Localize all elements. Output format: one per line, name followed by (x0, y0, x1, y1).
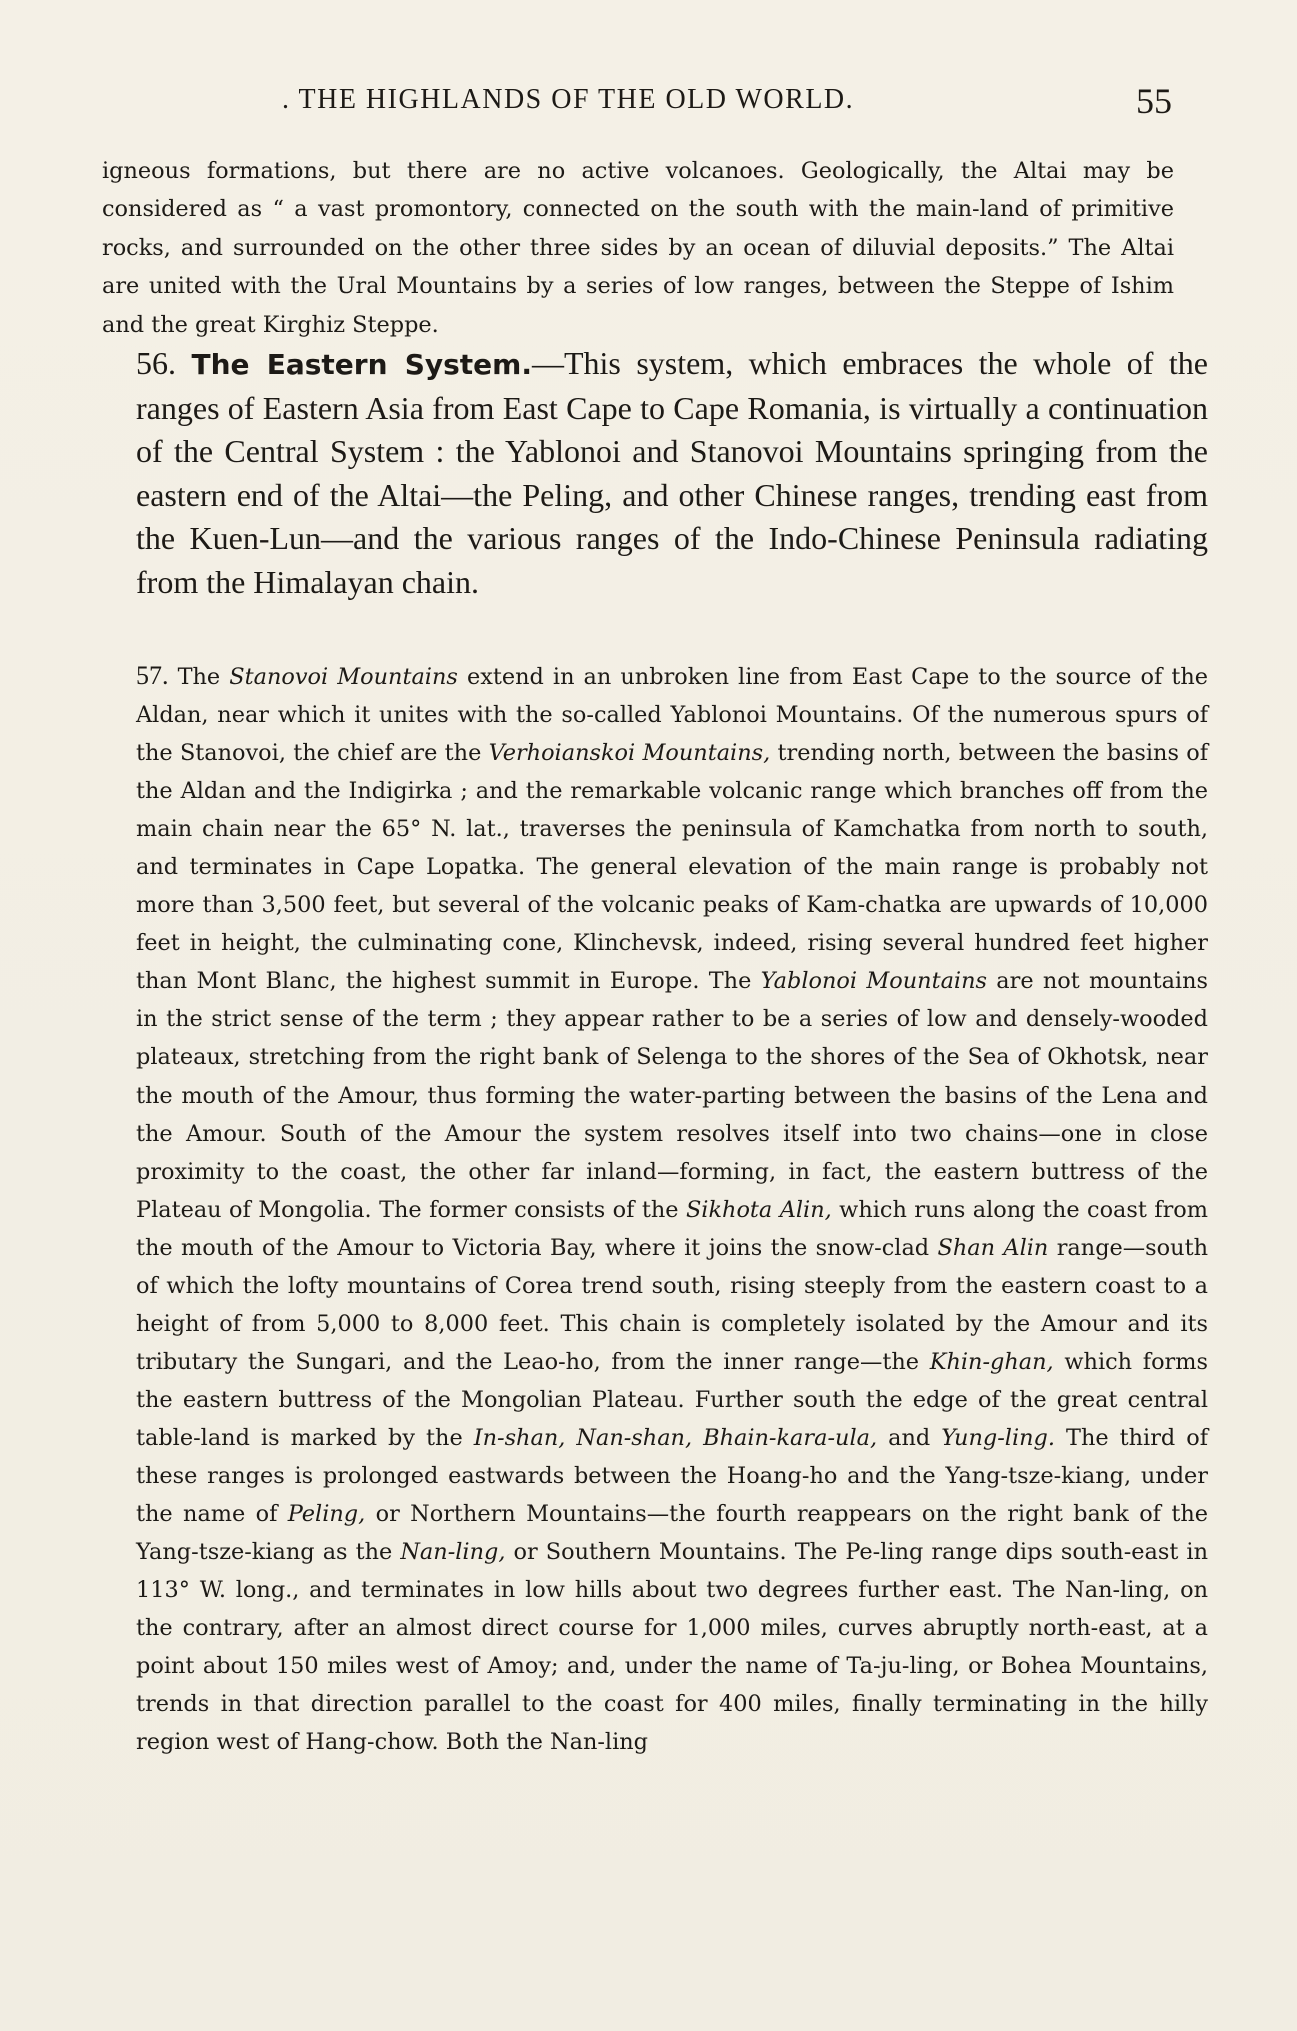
text-run: which runs along the coast from the mouth of the Amour to Victoria Bay, where it joins the snow-clad (136, 1196, 1209, 1261)
text-run: trending north, between the basins of the Aldan and the Indigirka ; and the remarkable volcanic range which branches off from the main chain near the 65° N. lat., traverses the peninsula of Kamchatka from north to south, and terminates in Cape Lopatka. The general elevation of the main range is probably not more than 3,500 feet, but several of the volcanic peaks of Kam-chatka are upwards of 10,000 feet in height, the culminating cone, Klinchevsk, indeed, rising several hundred feet higher than Mont Blanc, the highest summit in Europe. The (136, 740, 1208, 995)
running-title: . THE HIGHLANDS OF THE OLD WORLD. (282, 84, 855, 115)
term-in-shan-nan-shan-bhain-kara-ula: In-shan, Nan-shan, Bhain-kara-ula, (473, 1424, 878, 1451)
text-run: and (877, 1424, 942, 1451)
term-shan-alin: Shan Alin (937, 1234, 1049, 1261)
section-number-56: 56. (136, 345, 176, 381)
term-stanovoi-mountains: Stanovoi Mountains (229, 664, 458, 690)
text-run: The third of these ranges is prolonged eastwards between the Hoang-ho and the Yang-tsze-kiang, under the name of (136, 1424, 1209, 1528)
term-yablonoi-mountains: Yablonoi Mountains (760, 968, 987, 995)
term-peling: Peling, (287, 1501, 366, 1528)
text-run: extend in an unbroken line from East Cape to the source of the Aldan, near which it unites with the so-called Yablonoi Mountains. Of the numerous spurs of the Stanovoi, the chief are the (136, 664, 1208, 767)
page-header (102, 82, 1182, 132)
term-verhoianskoi-mountains: Verhoianskoi Mountains, (488, 740, 771, 767)
section-heading-eastern-system: The Eastern System. (191, 348, 532, 381)
section-number-57: 57. (136, 661, 169, 690)
term-yung-ling: Yung-ling. (941, 1424, 1055, 1451)
paragraph-56 (102, 342, 1208, 605)
section-56-text: —This system, which embraces the whole of the ranges of Eastern Asia from East Cape to Cape Romania, is virtually a continuation of the Central System : the Yablonoi and Stanovoi Mountains springing from the eastern end of the Altai—the Peling, and other Chinese ranges, trending east from the Kuen-Lun—and the various ranges of the Indo-Chinese Peninsula radiating from the Himalayan chain. (136, 345, 1209, 600)
paragraph-intro: igneous formations, but there are no active volcanoes. Geologically, the Altai may be considered as “ a vast promontory, connected on the south with the main-land of primitive rocks, and surrounded on the other three sides by an ocean of diluvial deposits.” The Altai are united with the Ural Mountains by a series of low ranges, between the Steppe of Ishim and the great Kirghiz Steppe. (102, 158, 1174, 338)
text-run: or Southern Mountains. The Pe-ling range dips south-east in 113° W. long., and terminates in low hills about two degrees further east. The Nan-ling, on the contrary, after an almost direct course for 1,000 miles, curves abruptly north-east, at a point about 150 miles west of Amoy; and, under the name of Ta-ju-ling, or Bohea Mountains, trends in that direction parallel to the coast for 400 miles, finally terminating in the hilly region west of Hang-chow. Both the Nan-ling (136, 1539, 1208, 1756)
text-run: are not mountains in the strict sense of the term ; they appear rather to be a series of low and densely-wooded plateaux, stretching from the right bank of Selenga to the shores of the Sea of Okhotsk, near the mouth of the Amour, thus forming the water-parting between the basins of the Lena and the Amour. South of the Amour the system resolves itself into two chains—one in close proximity to the coast, the other far inland—forming, in fact, the eastern buttress of the Plateau of Mongolia. The former consists of the (136, 968, 1208, 1223)
term-nan-ling: Nan-ling, (400, 1539, 506, 1566)
text-run: The (177, 664, 230, 690)
term-khin-ghan: Khin-ghan, (929, 1348, 1054, 1375)
text-run: which forms the eastern buttress of the Mongolian Plateau. Further south the edge of the great central table-land is marked by the (136, 1348, 1208, 1451)
page-number: 55 (1136, 81, 1172, 121)
term-sikhota-alin: Sikhota Alin, (685, 1196, 832, 1223)
text-run: or Northern Mountains—the fourth reappears on the right bank of the Yang-tsze-kiang as the (136, 1501, 1208, 1566)
paragraph-57 (102, 657, 1208, 1761)
text-run: range—south of which the lofty mountains of Corea trend south, rising steeply from the eastern coast to a height of from 5,000 to 8,000 feet. This chain is completely isolated by the Amour and its tributary the Sungari, and the Leao-ho, from the inner range—the (136, 1234, 1208, 1375)
